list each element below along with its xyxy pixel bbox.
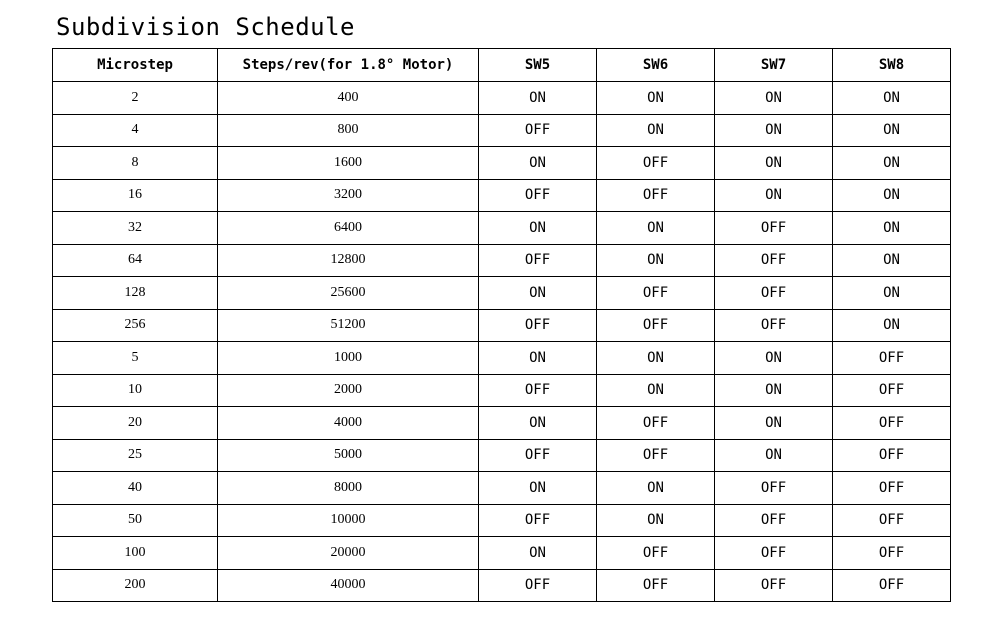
cell-sw5: ON [479,407,597,440]
cell-sw8: OFF [833,504,951,537]
header-microstep: Microstep [53,49,218,82]
cell-sw5: OFF [479,179,597,212]
table-body [53,82,951,602]
table-row [53,309,951,342]
table-row [53,439,951,472]
page-title: Subdivision Schedule [56,13,355,41]
cell-sw5: OFF [479,569,597,602]
cell-microstep: 32 [53,212,218,245]
cell-sw8: OFF [833,374,951,407]
cell-sw5: OFF [479,309,597,342]
cell-steps-per-rev: 25600 [218,277,479,310]
cell-sw8: ON [833,277,951,310]
cell-sw6: ON [597,244,715,277]
cell-sw5: OFF [479,244,597,277]
cell-sw6: OFF [597,407,715,440]
cell-sw8: OFF [833,569,951,602]
cell-sw5: ON [479,342,597,375]
cell-sw6: OFF [597,179,715,212]
header-sw7: SW7 [715,49,833,82]
cell-sw8: ON [833,244,951,277]
cell-sw6: ON [597,212,715,245]
cell-sw7: OFF [715,537,833,570]
cell-steps-per-rev: 8000 [218,472,479,505]
cell-steps-per-rev: 20000 [218,537,479,570]
cell-sw6: ON [597,472,715,505]
cell-sw8: ON [833,309,951,342]
cell-sw6: ON [597,374,715,407]
cell-steps-per-rev: 6400 [218,212,479,245]
cell-sw8: ON [833,114,951,147]
subdivision-table [52,48,951,602]
cell-microstep: 4 [53,114,218,147]
cell-microstep: 10 [53,374,218,407]
cell-steps-per-rev: 5000 [218,439,479,472]
cell-sw6: OFF [597,439,715,472]
cell-microstep: 16 [53,179,218,212]
cell-sw5: ON [479,537,597,570]
cell-sw6: ON [597,114,715,147]
cell-microstep: 64 [53,244,218,277]
cell-sw6: ON [597,82,715,115]
table-row [53,212,951,245]
cell-sw8: OFF [833,537,951,570]
cell-microstep: 256 [53,309,218,342]
cell-microstep: 25 [53,439,218,472]
cell-sw6: ON [597,342,715,375]
cell-sw5: ON [479,277,597,310]
table-row [53,82,951,115]
cell-steps-per-rev: 12800 [218,244,479,277]
cell-steps-per-rev: 400 [218,82,479,115]
cell-sw8: OFF [833,439,951,472]
cell-sw7: ON [715,407,833,440]
cell-steps-per-rev: 3200 [218,179,479,212]
header-sw5: SW5 [479,49,597,82]
cell-sw7: ON [715,82,833,115]
cell-steps-per-rev: 10000 [218,504,479,537]
cell-sw7: ON [715,374,833,407]
table-row [53,244,951,277]
table-row [53,407,951,440]
cell-sw8: ON [833,82,951,115]
cell-sw5: ON [479,212,597,245]
cell-microstep: 8 [53,147,218,180]
table-row [53,569,951,602]
table-row [53,114,951,147]
table-row [53,374,951,407]
table-row [53,277,951,310]
header-steps-per-rev: Steps/rev(for 1.8° Motor) [218,49,479,82]
cell-sw8: OFF [833,342,951,375]
cell-sw7: OFF [715,569,833,602]
cell-sw7: ON [715,114,833,147]
cell-sw8: ON [833,179,951,212]
cell-sw7: OFF [715,244,833,277]
table-row [53,147,951,180]
cell-sw6: OFF [597,309,715,342]
cell-sw7: OFF [715,277,833,310]
cell-steps-per-rev: 1000 [218,342,479,375]
cell-sw6: ON [597,504,715,537]
cell-microstep: 200 [53,569,218,602]
cell-sw5: OFF [479,439,597,472]
cell-sw7: OFF [715,472,833,505]
cell-sw5: ON [479,472,597,505]
cell-steps-per-rev: 40000 [218,569,479,602]
table-row [53,472,951,505]
cell-microstep: 40 [53,472,218,505]
cell-sw8: OFF [833,472,951,505]
table-row [53,537,951,570]
cell-sw7: OFF [715,309,833,342]
header-sw6: SW6 [597,49,715,82]
cell-sw7: ON [715,439,833,472]
cell-sw7: ON [715,147,833,180]
cell-microstep: 5 [53,342,218,375]
table-row [53,342,951,375]
cell-sw5: OFF [479,114,597,147]
cell-sw6: OFF [597,147,715,180]
cell-steps-per-rev: 1600 [218,147,479,180]
cell-steps-per-rev: 51200 [218,309,479,342]
cell-sw7: OFF [715,212,833,245]
cell-sw7: OFF [715,504,833,537]
cell-sw7: ON [715,179,833,212]
table-header-row [53,49,951,82]
cell-sw5: OFF [479,374,597,407]
table-row [53,504,951,537]
cell-microstep: 100 [53,537,218,570]
cell-steps-per-rev: 800 [218,114,479,147]
cell-steps-per-rev: 4000 [218,407,479,440]
cell-microstep: 128 [53,277,218,310]
cell-sw5: OFF [479,504,597,537]
cell-microstep: 2 [53,82,218,115]
cell-sw6: OFF [597,569,715,602]
table-row [53,179,951,212]
header-sw8: SW8 [833,49,951,82]
cell-microstep: 20 [53,407,218,440]
cell-sw6: OFF [597,277,715,310]
cell-sw5: ON [479,147,597,180]
cell-sw6: OFF [597,537,715,570]
cell-sw7: ON [715,342,833,375]
cell-sw8: ON [833,212,951,245]
cell-sw5: ON [479,82,597,115]
cell-microstep: 50 [53,504,218,537]
cell-sw8: ON [833,147,951,180]
cell-steps-per-rev: 2000 [218,374,479,407]
cell-sw8: OFF [833,407,951,440]
